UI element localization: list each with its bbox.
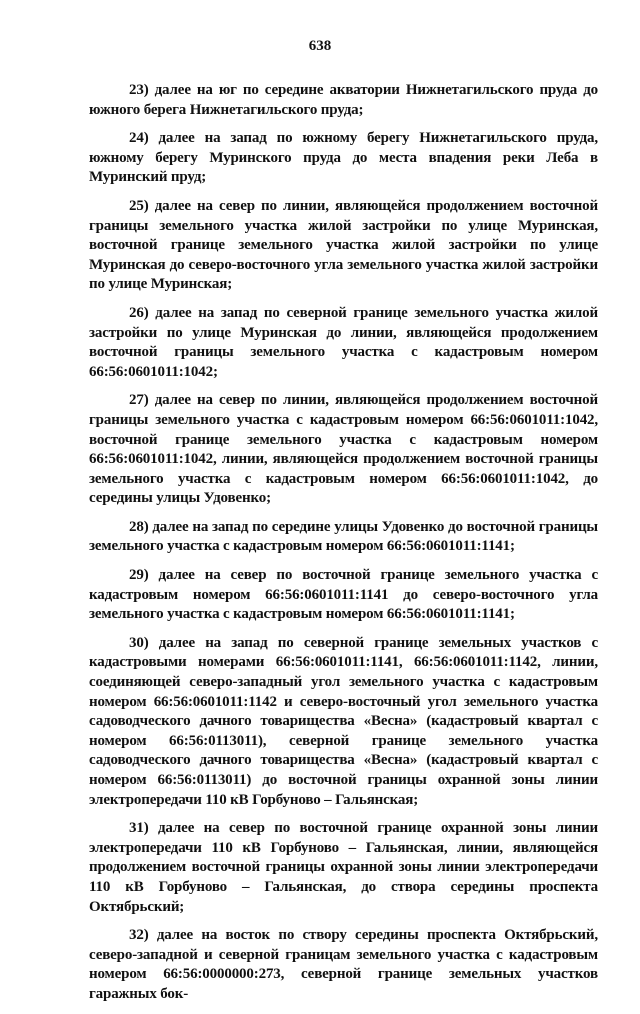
paragraph-25: 25) далее на север по линии, являющейся продолжением восточной границы земельного участка жилой застройки по улице Муринская, восточной границе земельного участка жилой застройки по улице Муринская до северо-восточного угла земельного участка жилой застройки по улице Муринская; bbox=[89, 197, 598, 293]
paragraph-32: 32) далее на восток по створу середины проспекта Октябрьский, северо-западной и северной границам земельного участка с кадастровым номером 66:56:0000000:273, северной границе земельных участков гаражных бок- bbox=[89, 927, 598, 1002]
paragraph-29: 29) далее на север по восточной границе земельного участка с кадастровым номером 66:56:0601011:1141 до северо-восточного угла земельного участка с кадастровым номером 66:56:0601011:1141; bbox=[89, 567, 598, 623]
paragraph-28: 28) далее на запад по середине улицы Удовенко до восточной границы земельного участка с кадастровым номером 66:56:0601011:1141; bbox=[89, 518, 598, 555]
paragraph-30: 30) далее на запад по северной границе земельных участков с кадастровыми номерами 66:56:0601011:1141, 66:56:0601011:1142, линии, соединяющей северо-западный угол земельного участка с кадастровым номером 66:56:0601011:1142 и северо-восточный угол земельного участка садоводческого дачного товарищества «Весна» (кадастровый квартал с номером 66:56:0113011), северной границе земельного участка садоводческого дачного товарищества «Весна» (кадастровый квартал с номером 66:56:0113011) до восточной границы охранной зоны линии электропередачи 110 кВ Горбуново – Гальянская; bbox=[89, 634, 598, 808]
document-body bbox=[89, 81, 598, 1014]
paragraph-24: 24) далее на запад по южному берегу Нижнетагильского пруда, южному берегу Муринского пруда до места впадения реки Леба в Муринский пруд; bbox=[89, 130, 598, 186]
paragraph-27: 27) далее на север по линии, являющейся продолжением восточной границы земельного участка с кадастровым номером 66:56:0601011:1042, восточной границе земельного участка с кадастровым номером 66:56:0601011:1042, линии, являющейся продолжением восточной границы земельного участка с кадастровым номером 66:56:0601011:1042, до середины улицы Удовенко; bbox=[89, 392, 598, 507]
paragraph-26: 26) далее на запад по северной границе земельного участка жилой застройки по улице Муринская до линии, являющейся продолжением восточной границы земельного участка с кадастровым номером 66:56:0601011:1042; bbox=[89, 304, 598, 380]
paragraph-31: 31) далее на север по восточной границе охранной зоны линии электропередачи 110 кВ Горбуново – Гальянская, линии, являющейся продолжением восточной границы охранной зоны линии электропередачи 110 кВ Горбуново – Гальянская, до створа середины проспекта Октябрьский; bbox=[89, 820, 598, 915]
page-number: 638 bbox=[308, 38, 332, 54]
paragraph-23: 23) далее на юг по середине акватории Нижнетагильского пруда до южного берега Нижнетагильского пруда; bbox=[89, 82, 598, 118]
